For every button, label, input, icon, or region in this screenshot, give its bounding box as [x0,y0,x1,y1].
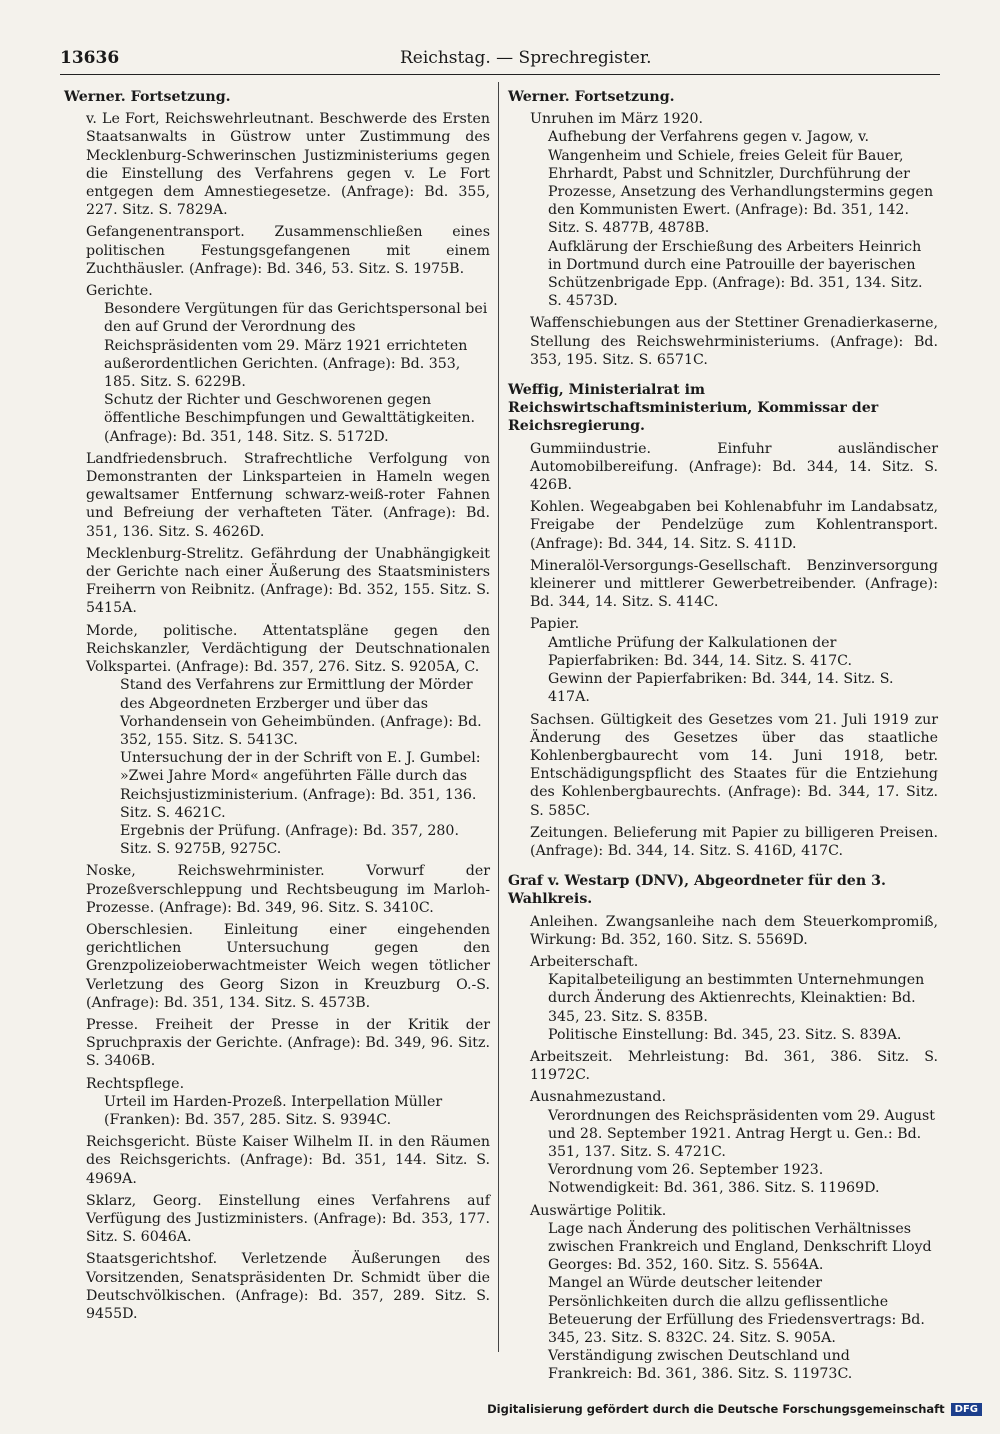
register-entry: Gefangenentransport. Zusammenschließen eines politischen Festungsgefangenen mit einem Zuchthäusler. (Anfrage): Bd. 346, 53. Sitz. S. 1975B. [86,224,490,277]
register-heading: Werner. Fortsetzung. [508,89,675,105]
page-number: 13636 [60,48,120,68]
spacer [508,369,938,381]
register-entry: Unruhen im März 1920. [530,111,704,128]
register-entry: Arbeiterschaft. [530,953,639,970]
dfg-logo: DFG [951,1403,982,1416]
register-entry: Urteil im Harden-Prozeß. Interpellation Müller (Franken): Bd. 357, 285. Sitz. S. 9394C. [104,1093,443,1128]
register-entry: Anleihen. Zwangsanleihe nach dem Steuerkompromiß, Wirkung: Bd. 352, 160. Sitz. S. 5569D. [530,913,938,948]
column-divider [498,82,499,1352]
register-entry: Sachsen. Gültigkeit des Gesetzes vom 21. Juli 1919 zur Änderung des Gesetzes über das staatliche Kohlenbergbaurecht vom 14. Juni 1918, betr. Entschädigungspflicht des Staates für die Entziehung des Kohlenbergbaurechts. (Anfrage): Bd. 344, 17. Sitz. S. 585C. [530,711,938,819]
register-entry: Untersuchung der in der Schrift von E. J. Gumbel: »Zwei Jahre Mord« angeführten Fälle durch das Reichsjustizministerium. (Anfrage): Bd. 351, 136. Sitz. S. 4621C. [120,750,481,821]
register-entry: Verständigung zwischen Deutschland und Frankreich: Bd. 361, 386. Sitz. S. 11973C. [548,1348,853,1383]
register-entry: Ergebnis der Prüfung. (Anfrage): Bd. 357, 280. Sitz. S. 9275B, 9275C. [120,822,459,858]
register-heading: Graf v. Westarp (DNV), Abgeordneter für den 3. Wahlkreis. [508,873,886,908]
register-entry: Verordnungen des Reichspräsidenten vom 29. August und 28. September 1921. Antrag Hergt u. Gen.: Bd. 351, 137. Sitz. S. 4721C. [548,1107,935,1160]
register-entry: Sklarz, Georg. Einstellung eines Verfahrens auf Verfügung des Justizministers. (Anfrage): Bd. 353, 177. Sitz. S. 6046A. [86,1192,490,1246]
register-entry: Staatsgerichtshof. Verletzende Äußerungen des Vorsitzenden, Senatspräsidenten Dr. Schmidt über die Deutschvölkischen. (Anfrage): Bd. 357, 289. Sitz. S. 9455D. [86,1251,490,1322]
register-entry: Landfriedensbruch. Strafrechtliche Verfolgung von Demonstranten der Linksparteien in Hameln wegen gewaltsamer Entfernung schwarz-weiß-roter Fahnen und Befreiung der verhafteten Täter. (Anfrage): Bd. 351, 136. Sitz. S. 4626D. [86,450,490,540]
register-entry: Papier. [530,616,580,633]
footer [487,1402,982,1416]
register-entry: Gummiindustrie. Einfuhr ausländischer Automobilbereifung. (Anfrage): Bd. 344, 14. Sitz. S. 426B. [530,440,938,494]
header-rule [60,74,940,75]
register-entry: Mangel an Würde deutscher leitender Persönlichkeiten durch die allzu geflissentliche Beteuerung der Erfüllung des Friedensvertrags: Bd. 345, 23. Sitz. S. 832C. 24. Sitz. S. 905A. [548,1275,925,1346]
left-column [64,88,490,1323]
register-entry: Waffenschiebungen aus der Stettiner Grenadierkaserne, Stellung des Reichswehrministeriums. (Anfrage): Bd. 353, 195. Sitz. S. 6571C. [530,315,938,368]
register-entry: Politische Einstellung: Bd. 345, 23. Sitz. S. 839A. [548,1026,902,1043]
register-entry: v. Le Fort, Reichswehrleutnant. Beschwerde des Ersten Staatsanwalts in Güstrow unter Zustimmung des Mecklenburg-Schwerinschen Justizministeriums gegen die Einstellung des Verfahrens gegen v. Le Fort entgegen dem Amnestiegesetze. (Anfrage): Bd. 355, 227. Sitz. S. 7829A. [86,111,490,219]
register-entry: Besondere Vergütungen für das Gerichtspersonal bei den auf Grund der Verordnung des Reichspräsidenten vom 29. März 1921 errichteten außerordentlichen Gerichten. (Anfrage): Bd. 353, 185. Sitz. S. 6229B. [104,301,488,391]
register-entry: Lage nach Änderung des politischen Verhältnisses zwischen Frankreich und England, Denkschrift Lloyd Georges: Bd. 352, 160. Sitz. S. 5564A. [548,1220,932,1274]
register-entry: Schutz der Richter und Geschworenen gegen öffentliche Beschimpfungen und Gewalttätigkeiten. (Anfrage): Bd. 351, 148. Sitz. S. 5172D. [104,392,476,445]
register-entry: Mecklenburg-Strelitz. Gefährdung der Unabhängigkeit der Gerichte nach einer Äußerung des Staatsministers Freiherrn von Reibnitz. (Anfrage): Bd. 352, 155. Sitz. S. 5415A. [86,545,490,617]
register-entry: Kapitalbeteiligung an bestimmten Unternehmungen durch Änderung des Aktienrechts, Kleinaktien: Bd. 345, 23. Sitz. S. 835B. [548,972,925,1025]
register-entry: Morde, politische. Attentatspläne gegen den Reichskanzler, Verdächtigung der Deutschnationalen Volkspartei. (Anfrage): Bd. 357, 276. Sitz. S. 9205A, C. [86,622,490,676]
register-entry: Aufklärung der Erschießung des Arbeiters Heinrich in Dortmund durch eine Patrouille der bayerischen Schützenbrigade Epp. (Anfrage): Bd. 351, 134. Sitz. S. 4573D. [548,238,923,310]
register-heading: Werner. Fortsetzung. [64,89,231,105]
register-entry: Mineralöl-Versorgungs-Gesellschaft. Benzinversorgung kleinerer und mittlerer Gewerbetreibender. (Anfrage): Bd. 344, 14. Sitz. S. 414C. [530,557,938,611]
register-entry: Presse. Freiheit der Presse in der Kritik der Spruchpraxis der Gerichte. (Anfrage): Bd. 349, 96. Sitz. S. 3406B. [86,1016,490,1070]
footer-credit: Digitalisierung gefördert durch die Deutsche Forschungsgemeinschaft [487,1402,945,1416]
register-entry: Gewinn der Papierfabriken: Bd. 344, 14. Sitz. S. 417A. [548,671,894,706]
register-entry: Noske, Reichswehrminister. Vorwurf der Prozeßverschleppung und Rechtsbeugung im Marloh-Prozesse. (Anfrage): Bd. 349, 96. Sitz. S. 3410C. [86,863,490,916]
running-title: Reichstag. — Sprechregister. [400,48,652,68]
spacer [508,860,938,872]
register-entry: Auswärtige Politik. [530,1202,667,1219]
register-entry: Zeitungen. Belieferung mit Papier zu billigeren Preisen. (Anfrage): Bd. 344, 14. Sitz. S. 416D, 417C. [530,824,938,859]
register-entry: Oberschlesien. Einleitung einer eingehenden gerichtlichen Untersuchung gegen den Grenzpolizeioberwachtmeister Weich wegen tötlicher Verletzung des Georg Sizon in Kreuzburg O.-S. (Anfrage): Bd. 351, 134. Sitz. S. 4573B. [86,921,490,1011]
register-entry: Gerichte. [86,283,153,300]
register-heading: Weffig, Ministerialrat im Reichswirtschaftsministerium, Kommissar der Reichsregierung. [508,382,879,435]
register-entry: Rechtspflege. [86,1075,185,1092]
register-entry: Ausnahmezustand. [530,1089,667,1106]
register-entry: Kohlen. Wegeabgaben bei Kohlenabfuhr im Landabsatz, Freigabe der Pendelzüge zum Kohlentransport. (Anfrage): Bd. 344, 14. Sitz. S. 411D. [530,499,938,552]
register-entry: Stand des Verfahrens zur Ermittlung der Mörder des Abgeordneten Erzberger und über das Vorhandensein von Geheimbünden. (Anfrage): Bd. 352, 155. Sitz. S. 5413C. [120,677,482,748]
register-entry: Amtliche Prüfung der Kalkulationen der Papierfabriken: Bd. 344, 14. Sitz. S. 417C. [548,634,853,669]
register-entry: Aufhebung der Verfahrens gegen v. Jagow, v. Wangenheim und Schiele, freies Geleit für Bauer, Ehrhardt, Pabst und Schnitzler, Durchführung der Prozesse, Ansetzung des Verhandlungstermins gegen den Kommunisten Ewert. (Anfrage): Bd. 351, 142. Sitz. S. 4877B, 4878B. [548,129,934,237]
register-entry: Arbeitszeit. Mehrleistung: Bd. 361, 386. Sitz. S. 11972C. [530,1048,938,1084]
register-entry: Verordnung vom 26. September 1923. Notwendigkeit: Bd. 361, 386. Sitz. S. 11969D. [548,1162,880,1197]
register-entry: Reichsgericht. Büste Kaiser Wilhelm II. in den Räumen des Reichsgerichts. (Anfrage): Bd. 351, 144. Sitz. S. 4969A. [86,1134,490,1187]
right-column [508,88,938,1384]
